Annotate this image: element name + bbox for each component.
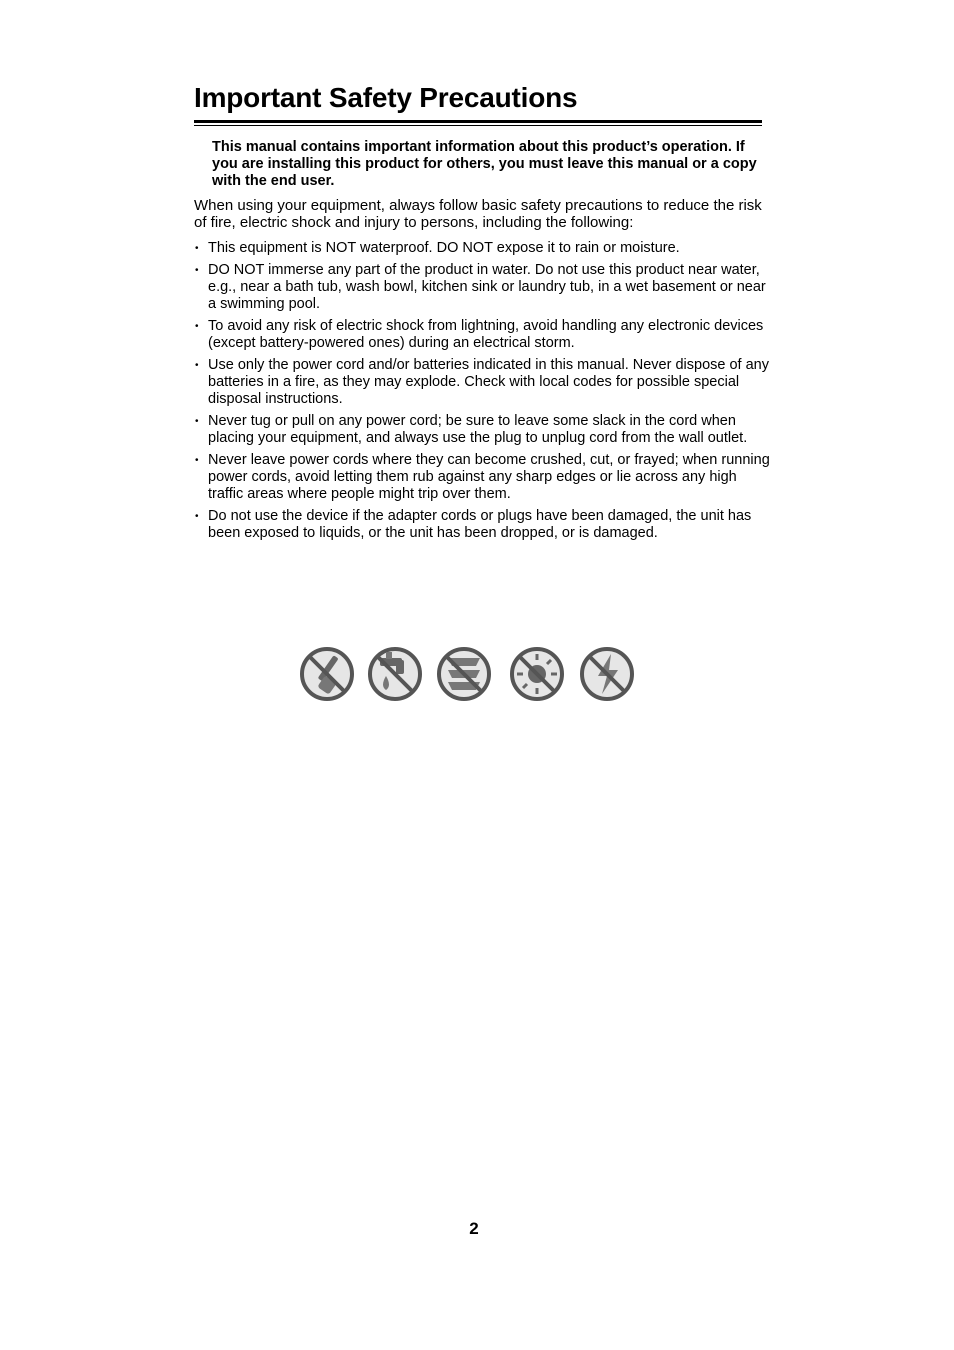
list-item [194, 262, 774, 313]
bullet-icon: • [195, 455, 199, 466]
important-notice: This manual contains important information about this product’s operation. If you are installing this product for others, you must leave this manual or a copy with the end user. [212, 139, 757, 189]
page-number: 2 [469, 1219, 479, 1238]
title-rule-thick [194, 120, 762, 123]
list-item [194, 452, 774, 503]
bullet-icon: • [195, 265, 199, 276]
intro-paragraph: When using your equipment, always follow basic safety precautions to reduce the risk of fire, electric shock and injury to persons, including the following: [194, 197, 762, 231]
list-item [194, 508, 774, 542]
precaution-text: To avoid any risk of electric shock from lightning, avoid handling any electronic devices (except battery-powered ones) during an electrical storm. [208, 318, 764, 351]
bullet-icon: • [195, 243, 199, 254]
no-stacking-icon [435, 640, 493, 704]
no-sun-icon [508, 640, 566, 704]
list-item [194, 413, 774, 447]
no-tools-icon [298, 640, 356, 704]
list-item [194, 318, 774, 352]
bullet-icon: • [195, 321, 199, 332]
no-lightning-icon [578, 640, 636, 704]
list-item [194, 357, 774, 408]
precaution-text: This equipment is NOT waterproof. DO NOT expose it to rain or moisture. [208, 240, 680, 256]
precaution-text: DO NOT immerse any part of the product in water. Do not use this product near water, e.g., near a bath tub, wash bowl, kitchen sink or laundry tub, in a wet basement or near a swimming pool. [208, 262, 766, 312]
precaution-text: Use only the power cord and/or batteries indicated in this manual. Never dispose of any batteries in a fire, as they may explode. Check with local codes for possible special disposal instructions. [208, 357, 769, 407]
title-rule-thin [194, 125, 762, 126]
precaution-text: Never leave power cords where they can become crushed, cut, or frayed; when running power cords, avoid letting them rub against any sharp edges or lie across any high traffic areas where people might trip over them. [208, 452, 770, 502]
precautions-list [194, 240, 774, 547]
bullet-icon: • [195, 511, 199, 522]
warning-icons-row [298, 640, 638, 704]
precaution-text: Never tug or pull on any power cord; be sure to leave some slack in the cord when placing your equipment, and always use the plug to unplug cord from the wall outlet. [208, 413, 748, 446]
no-water-icon [366, 640, 424, 704]
bullet-icon: • [195, 416, 199, 427]
bullet-icon: • [195, 360, 199, 371]
list-item [194, 240, 774, 257]
precaution-text: Do not use the device if the adapter cords or plugs have been damaged, the unit has been exposed to liquids, or the unit has been dropped, or is damaged. [208, 508, 752, 541]
page-title: Important Safety Precautions [194, 82, 578, 113]
